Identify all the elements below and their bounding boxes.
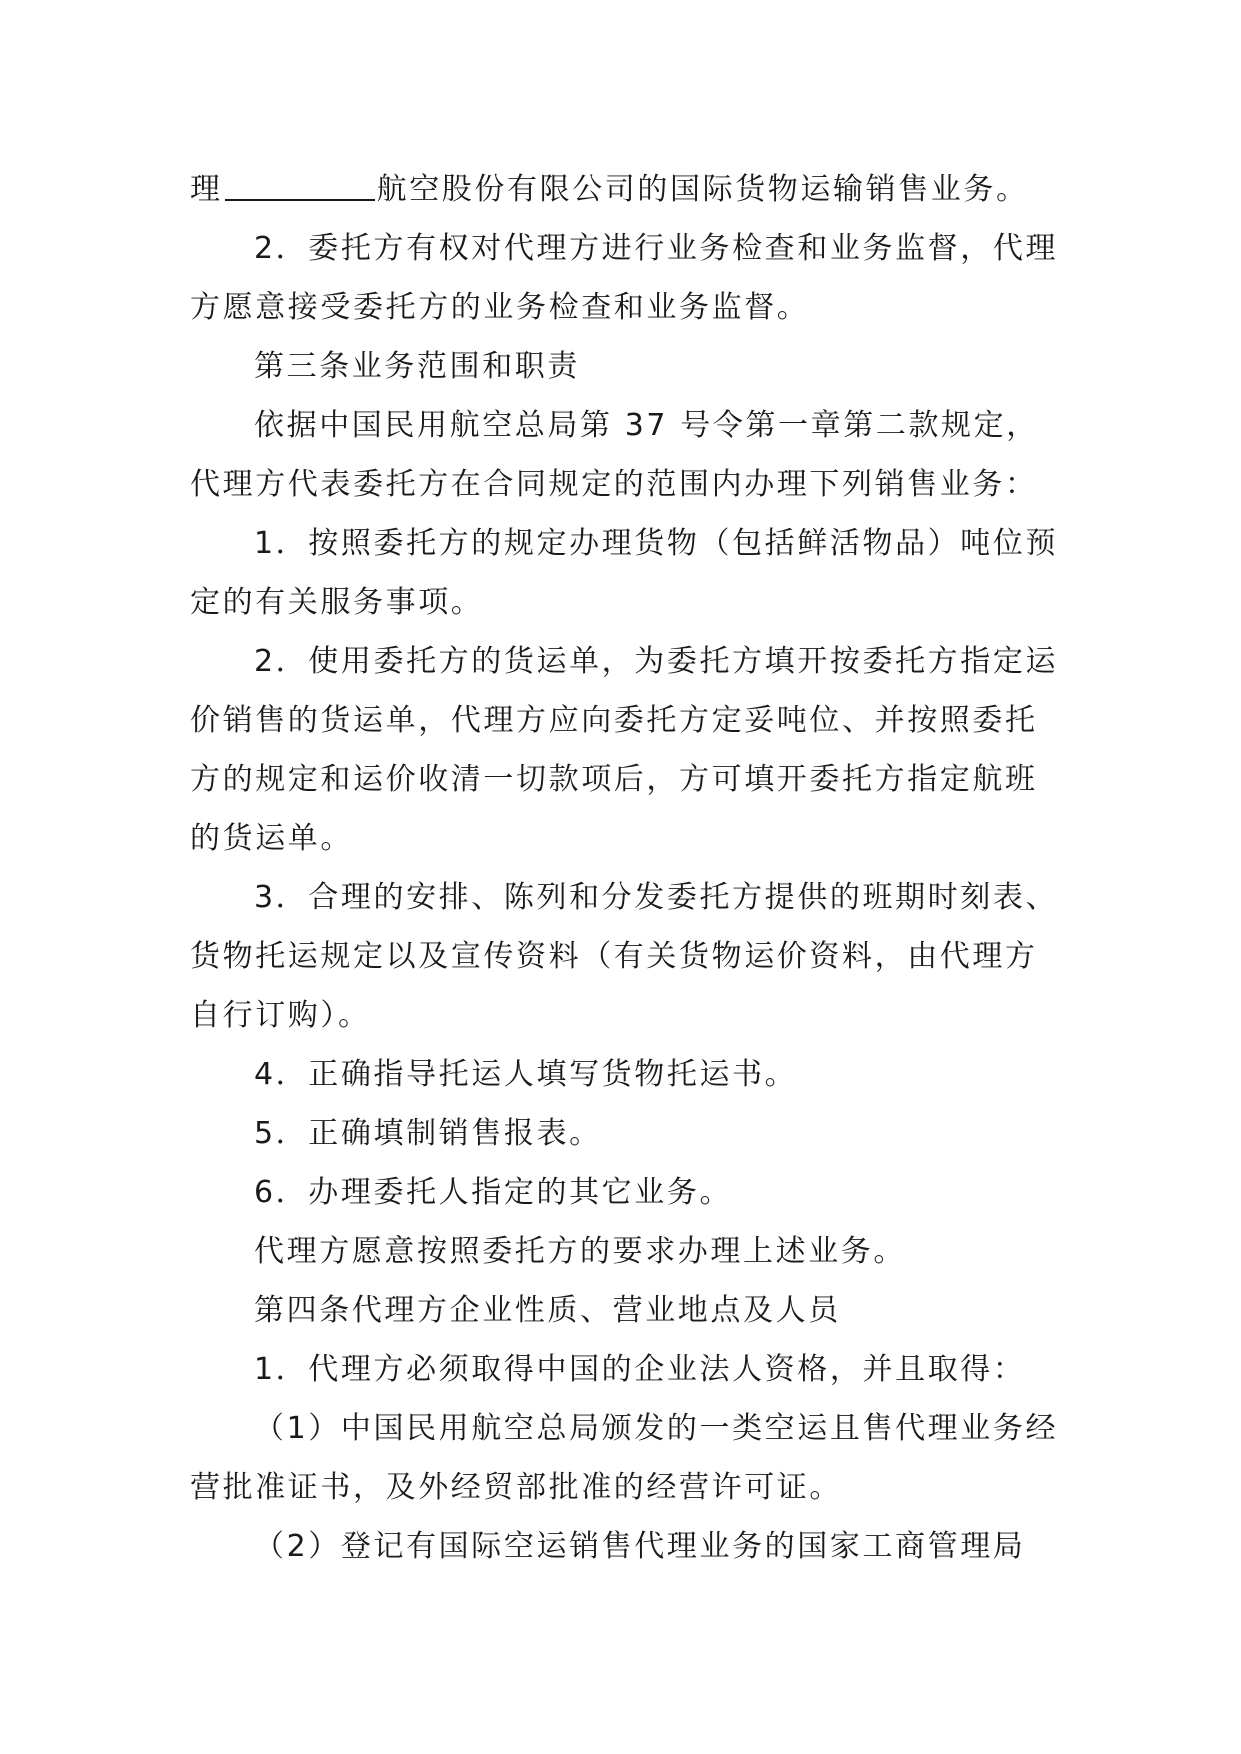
paragraph-item-4: 4．正确指导托运人填写货物托运书。 [254, 1057, 798, 1092]
paragraph-text: 航空股份有限公司的国际货物运输销售业务。 [376, 172, 1029, 207]
paragraph-item-5: 5．正确填制销售报表。 [254, 1116, 602, 1151]
blank-underline-field [225, 173, 375, 201]
document-body [190, 160, 1070, 1576]
paragraph-item-6: 6．办理委托人指定的其它业务。 [254, 1175, 733, 1210]
paragraph-sub-item-2: （2）登记有国际空运销售代理业务的国家工商管理局 [254, 1529, 1026, 1564]
section-heading-article-4: 第四条代理方企业性质、营业地点及人员 [254, 1293, 841, 1328]
paragraph-basis: 依据中国民用航空总局第 37 号令第一章第二款规定，代理方代表委托方在合同规定的范围内办理下列销售业务： [190, 408, 1039, 502]
paragraph-clause-2: 2．委托方有权对代理方进行业务检查和业务监督，代理方愿意接受委托方的业务检查和业务监督。 [190, 231, 1059, 325]
paragraph-qualification: 1．代理方必须取得中国的企业法人资格，并且取得： [254, 1352, 1026, 1387]
paragraph-text: 理 [190, 172, 223, 207]
paragraph-item-3: 3．合理的安排、陈列和分发委托方提供的班期时刻表、货物托运规定以及宣传资料（有关货物运价资料，由代理方自行订购）。 [190, 880, 1059, 1033]
paragraph-item-2: 2．使用委托方的货运单，为委托方填开按委托方指定运价销售的货运单，代理方应向委托方定妥吨位、并按照委托方的规定和运价收清一切款项后，方可填开委托方指定航班的货运单。 [190, 644, 1059, 856]
paragraph-sub-item-1: （1）中国民用航空总局颁发的一类空运且售代理业务经营批准证书，及外经贸部批准的经营许可证。 [190, 1411, 1059, 1505]
paragraph-agreement: 代理方愿意按照委托方的要求办理上述业务。 [254, 1234, 906, 1269]
paragraph-item-1: 1．按照委托方的规定办理货物（包括鲜活物品）吨位预定的有关服务事项。 [190, 526, 1059, 620]
paragraph-continuation [190, 160, 1070, 219]
section-heading-article-3: 第三条业务范围和职责 [254, 349, 580, 384]
